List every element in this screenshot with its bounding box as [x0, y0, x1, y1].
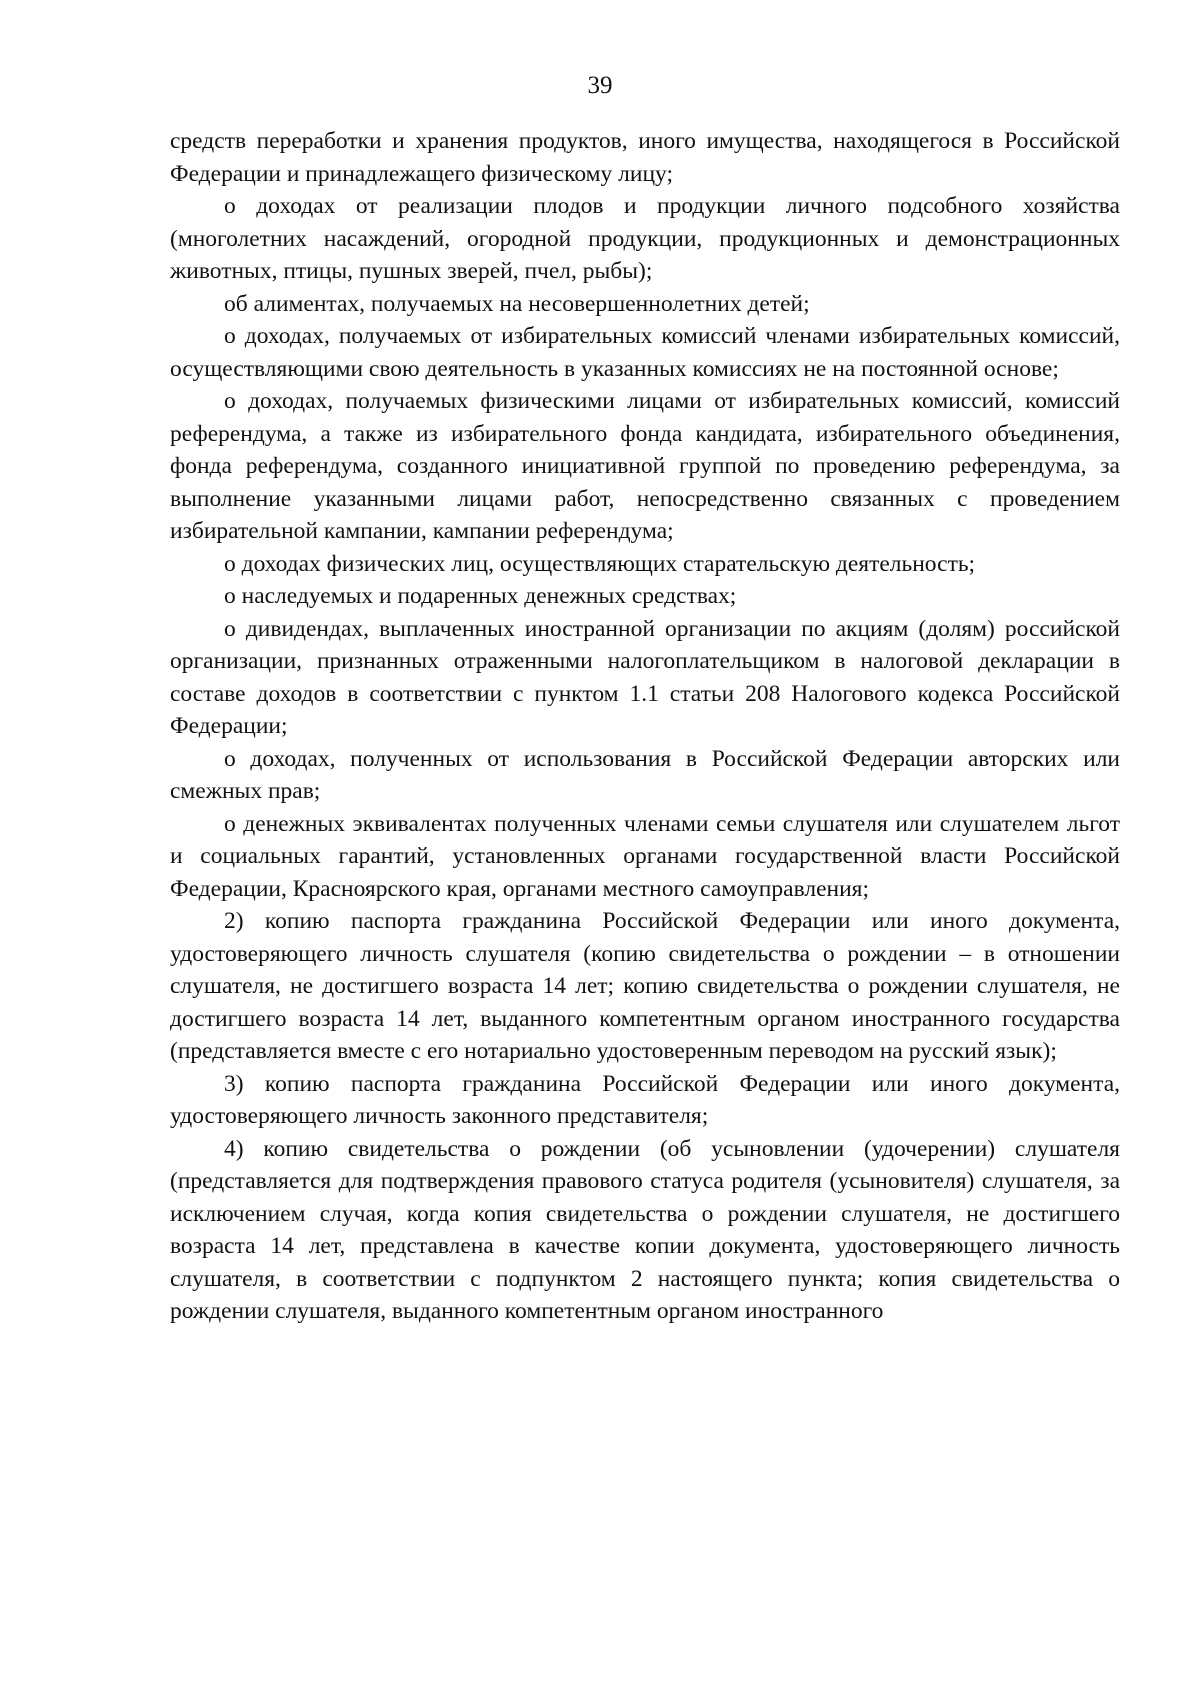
document-body: [170, 125, 1120, 1328]
paragraph: о доходах, полученных от использования в Российской Федерации авторских или смежных прав;: [170, 745, 1120, 804]
paragraph: о доходах физических лиц, осуществляющих старательскую деятельность;: [224, 550, 976, 577]
page-number: 39: [587, 72, 613, 99]
paragraph: 2) копию паспорта гражданина Российской Федерации или иного документа, удостоверяющего личность слушателя (копию свидетельства о рождении – в отношении слушателя, не достигшего возраста 14 лет; копию свидетельства о рождении слушателя, не достигшего возраста 14 лет, выданного компетентным органом иностранного государства (представляется вместе с его нотариально удостоверенным переводом на русский язык);: [170, 908, 1120, 1064]
paragraph: о доходах от реализации плодов и продукции личного подсобного хозяйства (многолетних насаждений, огородной продукции, продукционных и демонстрационных животных, птицы, пушных зверей, пчел, рыбы);: [170, 193, 1120, 284]
paragraph: 3) копию паспорта гражданина Российской Федерации или иного документа, удостоверяющего личность законного представителя;: [170, 1070, 1120, 1129]
paragraph: о денежных эквивалентах полученных членами семьи слушателя или слушателем льгот и социальных гарантий, установленных органами государственной власти Российской Федерации, Красноярского края, органами местного самоуправления;: [170, 810, 1120, 902]
paragraph: о доходах, получаемых физическими лицами от избирательных комиссий, комиссий референдума, а также из избирательного фонда кандидата, избирательного объединения, фонда референдума, созданного инициативной группой по проведению референдума, за выполнение указанными лицами работ, непосредственно связанных с проведением избирательной кампании, кампании референдума;: [170, 388, 1120, 544]
paragraph: о дивидендах, выплаченных иностранной организации по акциям (долям) российской организации, признанных отраженными налогоплательщиком в налоговой декларации в составе доходов в соответствии с пунктом 1.1 статьи 208 Налогового кодекса Российской Федерации;: [170, 615, 1120, 739]
paragraph: 4) копию свидетельства о рождении (об усыновлении (удочерении) слушателя (представляется для подтверждения правового статуса родителя (усыновителя) слушателя, за исключением случая, когда копия свидетельства о рождении слушателя, не достигшего возраста 14 лет, представлена в качестве копии документа, удостоверяющего личность слушателя, в соответствии с подпунктом 2 настоящего пункта; копия свидетельства о рождении слушателя, выданного компетентным органом иностранного: [170, 1135, 1120, 1324]
paragraph: средств переработки и хранения продуктов, иного имущества, находящегося в Российской Федерации и принадлежащего физическому лицу;: [170, 128, 1120, 187]
paragraph: о наследуемых и подаренных денежных средствах;: [224, 583, 737, 609]
paragraph: о доходах, получаемых от избирательных комиссий членами избирательных комиссий, осуществляющими свою деятельность в указанных комиссиях не на постоянной основе;: [170, 323, 1120, 382]
paragraph: об алиментах, получаемых на несовершеннолетних детей;: [224, 290, 810, 317]
